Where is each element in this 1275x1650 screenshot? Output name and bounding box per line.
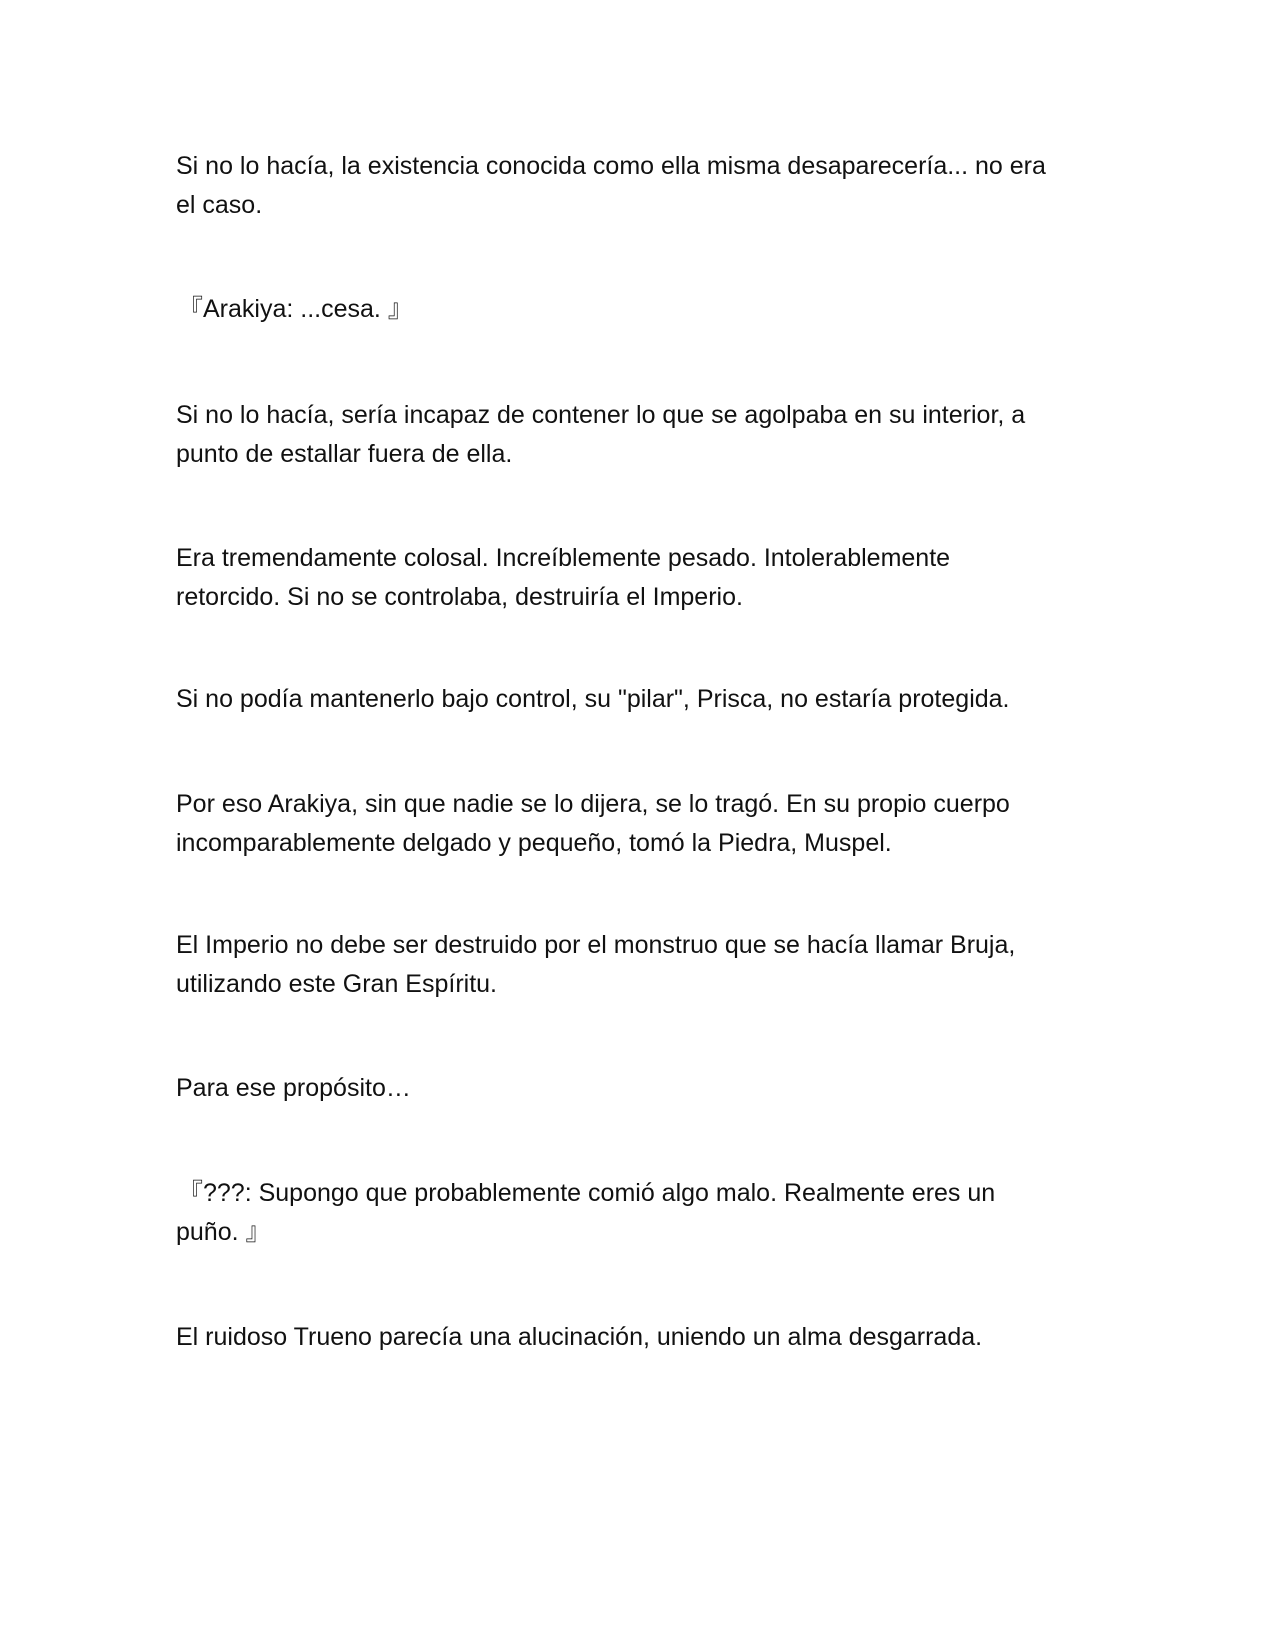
paragraph-7: [176, 926, 1096, 1004]
text-line: incomparablemente delgado y pequeño, tomó la Piedra, Muspel.: [176, 829, 892, 857]
text-line: Si no lo hacía, la existencia conocida como ella misma desaparecería... no era: [176, 152, 1046, 180]
paragraph-1: [176, 147, 1096, 225]
text-line: El ruidoso Trueno parecía una alucinación, uniendo un alma desgarrada.: [176, 1323, 983, 1351]
paragraph-6: [176, 785, 1096, 863]
text-line: Por eso Arakiya, sin que nadie se lo dijera, se lo tragó. En su propio cuerpo: [176, 790, 1010, 818]
dialogue-unknown: [178, 1174, 1098, 1252]
text-line: Era tremendamente colosal. Increíblemente pesado. Intolerablemente: [176, 544, 951, 572]
text-line: punto de estallar fuera de ella.: [176, 440, 513, 468]
paragraph-10: [176, 1318, 1096, 1357]
text-line: utilizando este Gran Espíritu.: [176, 970, 497, 998]
text-line: Para ese propósito…: [176, 1074, 411, 1102]
paragraph-5: [176, 680, 1096, 719]
text-line: el caso.: [176, 191, 263, 219]
text-line: puño. 』: [176, 1218, 271, 1246]
text-line: Si no podía mantenerlo bajo control, su "pilar", Prisca, no estaría protegida.: [176, 685, 1010, 713]
text-line: El Imperio no debe ser destruido por el monstruo que se hacía llamar Bruja,: [176, 931, 1016, 959]
text-line: retorcido. Si no se controlaba, destruiría el Imperio.: [176, 583, 743, 611]
text-line: Si no lo hacía, sería incapaz de contener lo que se agolpaba en su interior, a: [176, 401, 1026, 429]
text-line: 『Arakiya: ...cesa. 』: [178, 295, 413, 323]
paragraph-3: [176, 396, 1096, 474]
paragraph-4: [176, 539, 1096, 617]
dialogue-arakiya: [178, 290, 1098, 329]
text-line: 『???: Supongo que probablemente comió algo malo. Realmente eres un: [178, 1179, 996, 1207]
paragraph-8: [176, 1069, 1096, 1108]
